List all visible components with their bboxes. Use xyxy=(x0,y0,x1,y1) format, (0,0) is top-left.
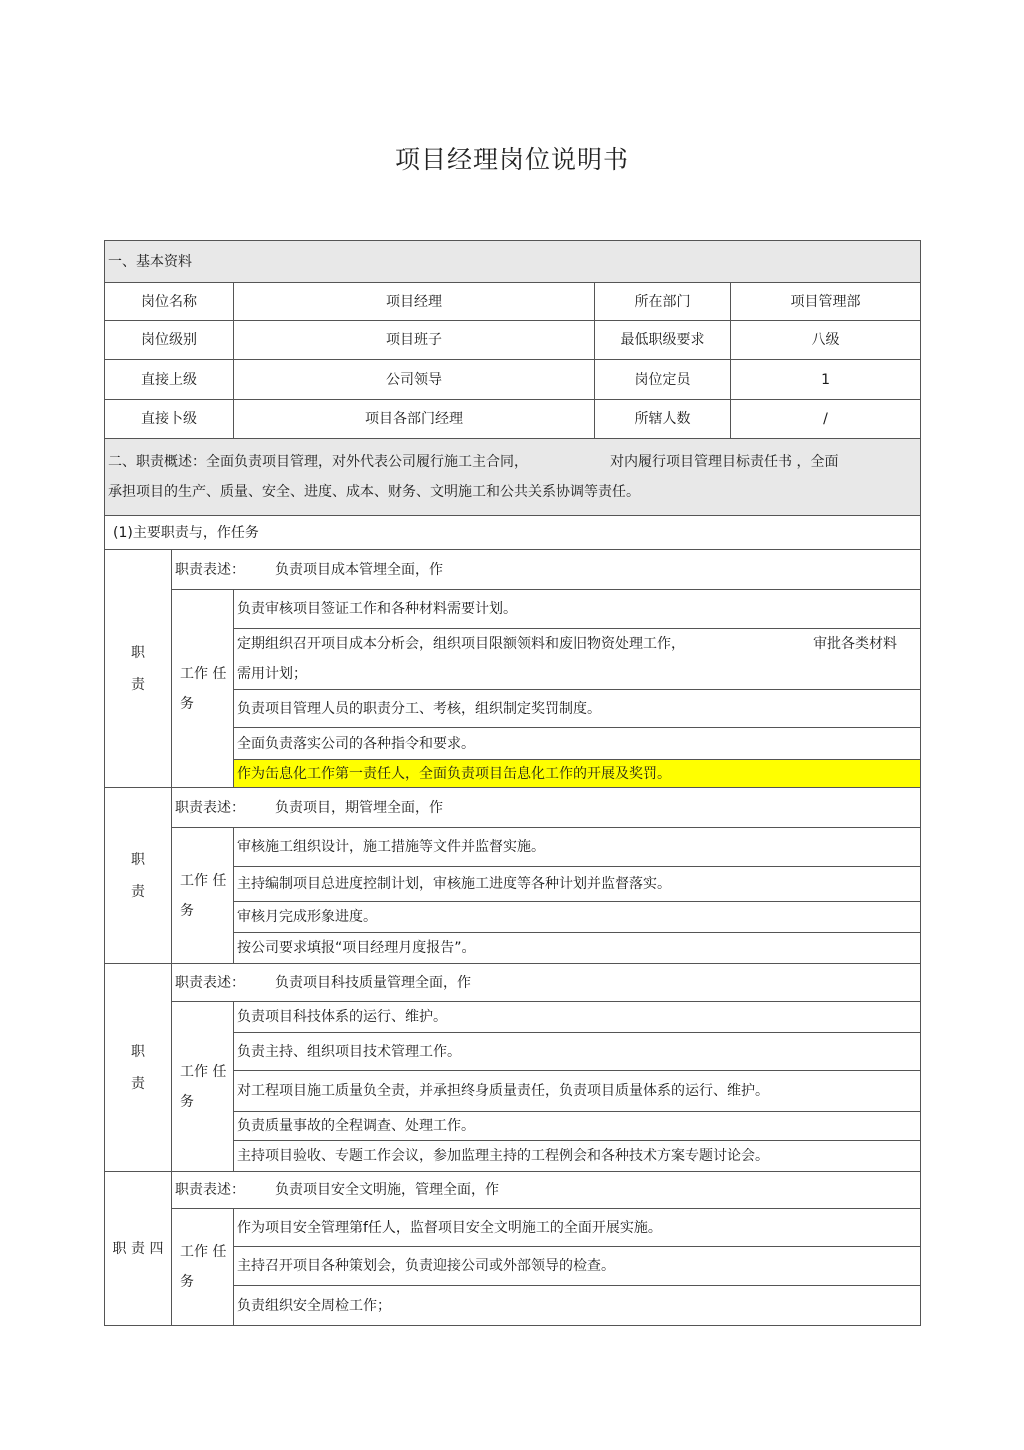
duty-4-desc-row xyxy=(105,1172,921,1209)
duty-desc-label: 职责表述： xyxy=(175,799,245,816)
task-item-highlighted: 作为缶息化工作第一责任人，全面负责项目缶息化工作的开展及奖罚。 xyxy=(234,760,921,788)
field-label: 所辖人数 xyxy=(595,400,731,439)
overview-row xyxy=(105,439,921,516)
field-label: 所在部门 xyxy=(595,283,731,321)
duty-4-task-row xyxy=(105,1209,921,1247)
task-item: 主持召开项目各种策划会，负责迎接公司或外部领导的检查。 xyxy=(234,1247,921,1286)
task-item: 按公司要求填报“项目经理月度报告”。 xyxy=(234,933,921,964)
duty-1-task-row xyxy=(105,590,921,629)
duty-4-description xyxy=(172,1172,921,1209)
duty-3-desc-row xyxy=(105,964,921,1002)
duty-2-task-label: 工作 任 务 xyxy=(172,828,234,964)
field-value: 八级 xyxy=(731,321,921,360)
task-item: 对工程项目施工质量负全责，并承担终身质量责任，负责项目质量体系的运行、维护。 xyxy=(234,1071,921,1112)
basic-info-header: 一、基本资料 xyxy=(105,241,921,283)
field-label: 岗位级别 xyxy=(105,321,234,360)
duty-desc-label: 职责表述： xyxy=(175,974,245,991)
field-value: / xyxy=(731,400,921,439)
task-item: 负责项目管理人员的职责分工、考核，组织制定奖罚制度。 xyxy=(234,690,921,728)
duty-desc-text: 负责项目安全文明施，管理全面，作 xyxy=(275,1182,499,1198)
task-item: 负责组织安全周检工作； xyxy=(234,1286,921,1326)
duty-3-description xyxy=(172,964,921,1002)
basic-row xyxy=(105,400,921,439)
field-label: 岗位名称 xyxy=(105,283,234,321)
duty-2-task-row xyxy=(105,828,921,867)
field-value: 项目管理部 xyxy=(731,283,921,321)
field-label: 直接卜级 xyxy=(105,400,234,439)
duty-3-label: 职 责 xyxy=(105,964,172,1172)
field-value: 公司领导 xyxy=(234,360,595,400)
duty-desc-label: 职责表述： xyxy=(175,561,245,578)
duty-4-label: 职 责 四 xyxy=(105,1172,172,1326)
task-item: 主持编制项目总进度控制计划，审核施工进度等各种计划并监督落实。 xyxy=(234,867,921,902)
task-item: 审核月完成形象进度。 xyxy=(234,902,921,933)
task-item: 负责质量事故的全程调查、处理工作。 xyxy=(234,1112,921,1141)
duty-1-description xyxy=(172,550,921,590)
main-duties-title-row xyxy=(105,516,921,550)
basic-row xyxy=(105,360,921,400)
duty-1-desc-row xyxy=(105,550,921,590)
field-value: 项目班子 xyxy=(234,321,595,360)
duty-4-task-label: 工作 任 务 xyxy=(172,1209,234,1326)
field-label: 直接上级 xyxy=(105,360,234,400)
task-item: 定期组织召开项目成本分析会，组织项目限额领料和废旧物资处理工作， 审批各类材料 需用计划； xyxy=(234,629,921,690)
job-description-table xyxy=(104,240,921,1326)
task-item: 负责审核项目签证工作和各种材料需要计划。 xyxy=(234,590,921,629)
duty-desc-text: 负责项目成本管埋全面，作 xyxy=(275,561,443,578)
duty-2-label: 职 责 xyxy=(105,788,172,964)
page-title: 项目经理岗位说明书 xyxy=(394,145,629,174)
duty-1-label: 职 责 xyxy=(105,550,172,788)
field-label: 最低职级要求 xyxy=(595,321,731,360)
duty-3-task-label: 工作 任 务 xyxy=(172,1002,234,1172)
field-value: 1 xyxy=(731,360,921,400)
field-value: 项目经理 xyxy=(234,283,595,321)
duty-desc-label: 职责表述： xyxy=(175,1182,245,1198)
duty-3-task-row xyxy=(105,1002,921,1033)
task-item: 全面负责落实公司的各种指令和要求。 xyxy=(234,728,921,760)
task-item: 主持项目验收、专题工作会议，参加监理主持的工程例会和各种技术方案专题讨论会。 xyxy=(234,1141,921,1172)
field-value: 项目各部门经理 xyxy=(234,400,595,439)
task-item: 负责主持、组织项目技术管理工作。 xyxy=(234,1033,921,1071)
main-duties-title: (1)主要职责与，作任务 xyxy=(105,516,921,550)
basic-row xyxy=(105,283,921,321)
task-item: 作为项目安全管理第f任人，监督项目安全文明施工的全面开展实施。 xyxy=(234,1209,921,1247)
duty-overview xyxy=(105,439,921,516)
duty-1-task-label: 工作 任 务 xyxy=(172,590,234,788)
overview-part1: 二、职责概述：全面负责项目管理，对外代表公司履行施工主合同， xyxy=(108,454,528,470)
overview-part3: 承担项目的生产、质量、安全、进度、成本、财务、文明施工和公共关系协调等责任。 xyxy=(108,484,640,500)
basic-info-header-row xyxy=(105,241,921,283)
task-item: 负责项目科技体系的运行、维护。 xyxy=(234,1002,921,1033)
duty-2-desc-row xyxy=(105,788,921,828)
duty-desc-text: 负责项目，期管埋全面，作 xyxy=(275,799,443,816)
duty-desc-text: 负责项目科技质量管理全面，作 xyxy=(275,974,471,991)
basic-row xyxy=(105,321,921,360)
duty-2-description xyxy=(172,788,921,828)
overview-part2: 对内履行项目管理目标责任书 ，全面 xyxy=(610,454,839,470)
task-item: 审核施工组织设计，施工措施等文件并监督实施。 xyxy=(234,828,921,867)
field-label: 岗位定员 xyxy=(595,360,731,400)
